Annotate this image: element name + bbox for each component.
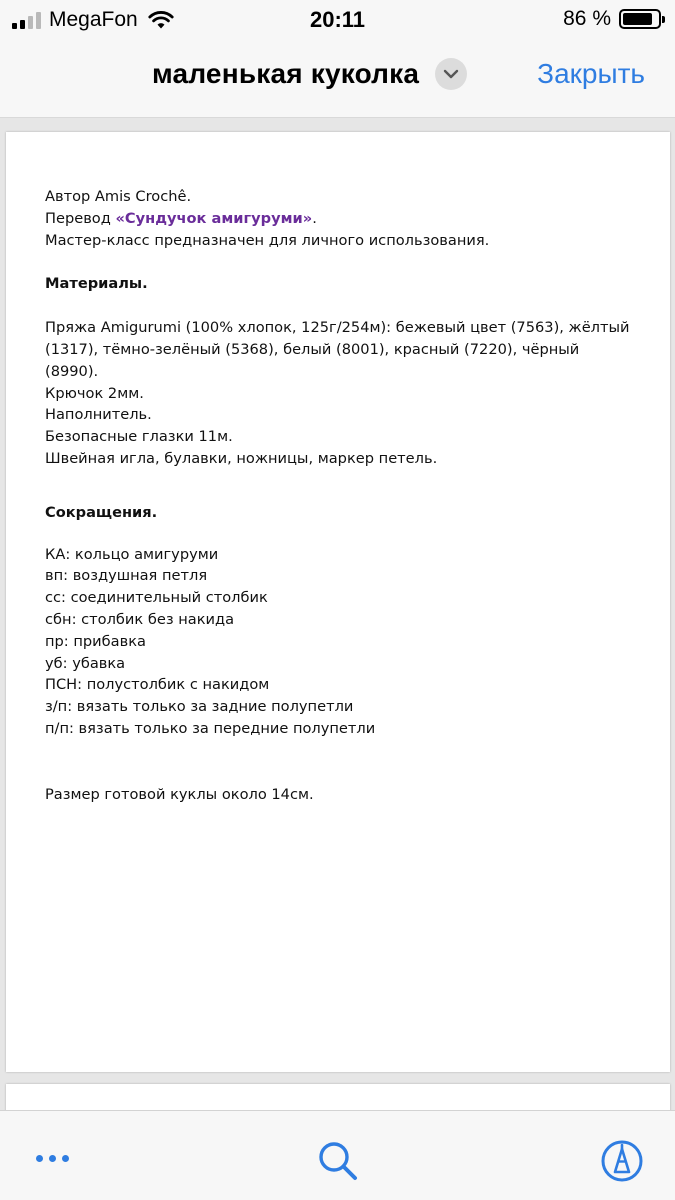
materials-tools: Швейная игла, булавки, ножницы, маркер петель. — [45, 449, 438, 467]
close-button[interactable]: Закрыть — [537, 58, 645, 89]
materials-heading: Материалы. — [45, 275, 148, 293]
battery-icon — [619, 9, 661, 29]
chevron-down-icon[interactable] — [435, 58, 467, 90]
battery-percent: 86 % — [563, 7, 611, 30]
materials-filler: Наполнитель. — [45, 406, 152, 424]
abbreviation-item: з/п: вязать только за задние полупетли — [45, 698, 354, 716]
status-time: 20:11 — [309, 7, 366, 32]
abbreviation-item: уб: убавка — [45, 654, 126, 672]
translation-line — [45, 208, 635, 230]
markup-pen-icon[interactable] — [600, 1139, 644, 1183]
author-line: Автор Amis Crochê. — [45, 188, 192, 205]
materials-eyes: Безопасные глазки 11м. — [45, 428, 233, 446]
page-content — [45, 186, 635, 806]
abbreviation-item: пр: прибавка — [45, 632, 146, 650]
next-document-page — [6, 1084, 670, 1110]
document-viewer[interactable] — [0, 118, 675, 1110]
abbreviation-item: КА: кольцо амигуруми — [45, 545, 219, 563]
materials-hook: Крючок 2мм. — [45, 384, 144, 402]
translation-link[interactable]: «Сундучок амигуруми» — [115, 209, 313, 227]
search-icon[interactable] — [316, 1139, 360, 1183]
document-page — [6, 132, 670, 1072]
abbreviation-item: ПСН: полустолбик с накидом — [45, 676, 270, 694]
bottom-toolbar — [0, 1110, 675, 1200]
translation-suffix: . — [312, 209, 317, 227]
status-bar — [0, 0, 675, 40]
translation-prefix: Перевод — [45, 209, 116, 227]
document-title: маленькая куколка — [152, 58, 420, 89]
carrier-name: MegaFon — [49, 8, 138, 31]
battery-fill — [623, 13, 652, 25]
abbreviation-item: п/п: вязать только за передние полупетли — [45, 719, 376, 737]
more-dots-icon[interactable] — [36, 1155, 69, 1162]
size-line: Размер готовой куклы около 14см. — [45, 785, 314, 803]
status-right — [563, 7, 661, 31]
abbreviation-item: сбн: столбик без накида — [45, 610, 235, 628]
abbreviation-item: сс: соединительный столбик — [45, 589, 268, 607]
nav-bar — [0, 40, 675, 118]
abbreviations-heading: Сокращения. — [45, 503, 158, 521]
document-title-button[interactable] — [152, 58, 467, 90]
purpose-line: Мастер-класс предназначен для личного использования. — [45, 231, 490, 249]
materials-yarn: Пряжа Amigurumi (100% хлопок, 125г/254м): бежевый цвет (7563), жёлтый (1317), тёмно-зелёный (5368), белый (8001), красный (7220), чёрный (8990). — [45, 319, 630, 380]
abbreviation-item: вп: воздушная петля — [45, 567, 208, 585]
